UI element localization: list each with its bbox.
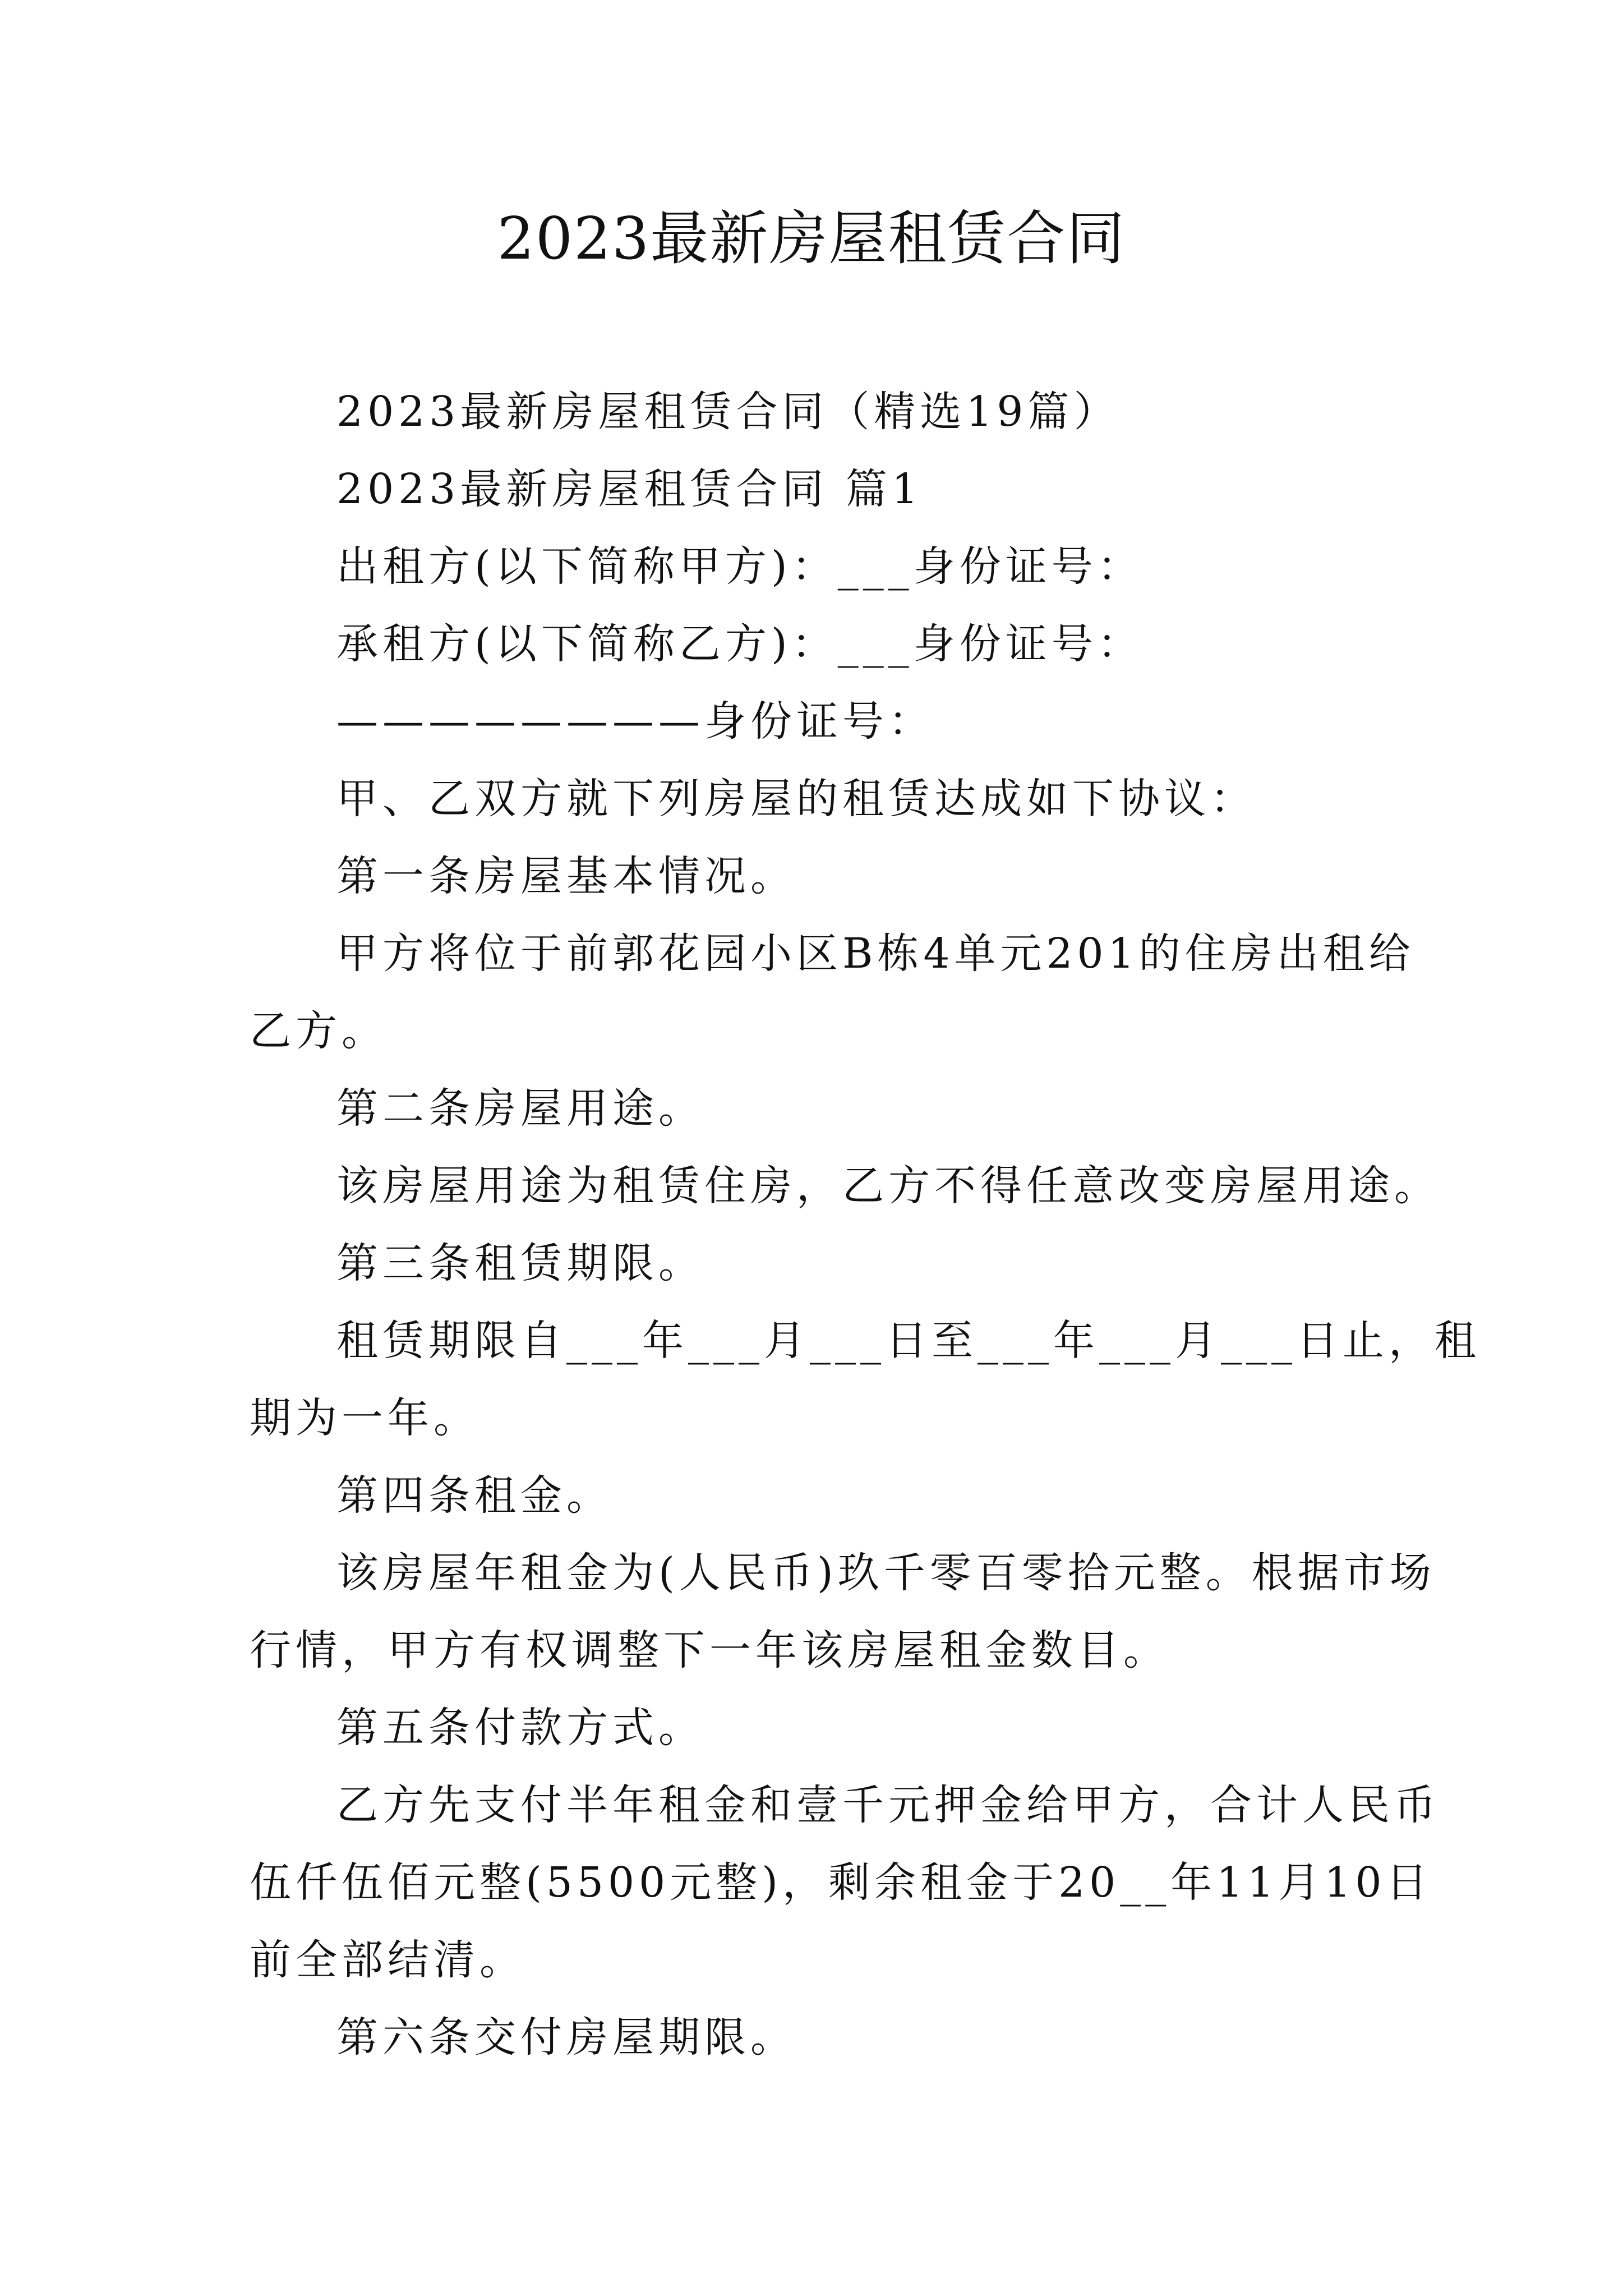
paragraph-line: 甲、乙双方就下列房屋的租赁达成如下协议： xyxy=(336,775,1256,823)
paragraph-line: 出租方(以下简称甲方)：___身份证号： xyxy=(336,542,1144,591)
paragraph-line: 第三条租赁期限。 xyxy=(336,1239,704,1287)
paragraph-line: 乙方。 xyxy=(250,1007,388,1055)
paragraph-line: 2023最新房屋租赁合同 篇1 xyxy=(336,465,923,513)
paragraph-line: 行情，甲方有权调整下一年该房屋租金数目。 xyxy=(250,1626,1169,1674)
paragraph-line: 第二条房屋用途。 xyxy=(336,1084,704,1133)
paragraph-line: 第一条房屋基本情况。 xyxy=(336,852,796,900)
paragraph-line: 承租方(以下简称乙方)：___身份证号： xyxy=(336,620,1144,668)
paragraph-line: 甲方将位于前郭花园小区B栋4单元201的住房出租给 xyxy=(336,930,1415,978)
paragraph-line: 2023最新房屋租赁合同（精选19篇） xyxy=(336,388,1120,436)
paragraph-line: 租赁期限自___年___月___日至___年___月___日止，租 xyxy=(336,1317,1481,1365)
paragraph-line: 第五条付款方式。 xyxy=(336,1704,704,1752)
paragraph-line: 第四条租金。 xyxy=(336,1471,612,1520)
paragraph-line: 伍仟伍佰元整(5500元整)，剩余租金于20__年11月10日 xyxy=(250,1858,1432,1907)
paragraph-line: 该房屋年租金为(人民币)玖千零百零拾元整。根据市场 xyxy=(336,1549,1436,1597)
document-title: 2023最新房屋租赁合同 xyxy=(497,204,1126,273)
paragraph-line: 乙方先支付半年租金和壹千元押金给甲方，合计人民币 xyxy=(336,1781,1440,1829)
paragraph-line: 期为一年。 xyxy=(250,1394,479,1442)
paragraph-line: 该房屋用途为租赁住房，乙方不得任意改变房屋用途。 xyxy=(336,1162,1440,1210)
paragraph-line: ————————身份证号： xyxy=(336,697,934,746)
paragraph-line: 前全部结清。 xyxy=(250,1936,525,1984)
document-body xyxy=(250,373,1481,2076)
paragraph-line: 第六条交付房屋期限。 xyxy=(336,2013,796,2062)
